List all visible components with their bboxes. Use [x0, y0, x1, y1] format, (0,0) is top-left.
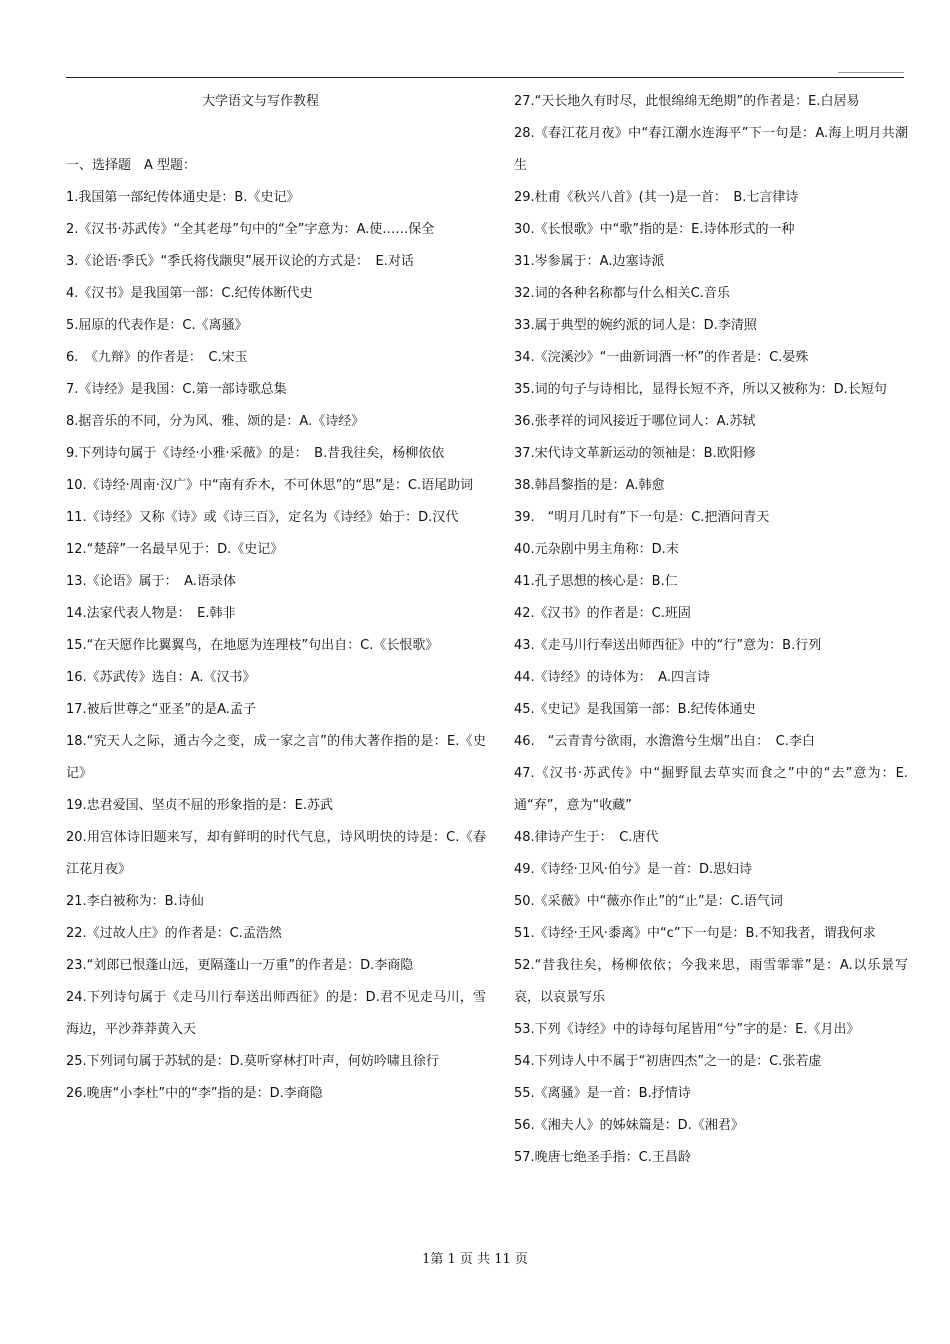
right-column: [514, 86, 908, 1174]
question-item: 13.《论语》属于： A.语录体: [66, 574, 236, 589]
question-item: 57.晚唐七绝圣手指：C.王昌龄: [514, 1150, 691, 1165]
question-item: 14.法家代表人物是： E.韩非: [66, 606, 236, 621]
question-item: 12.“楚辞”一名最早见于：D.《史记》: [66, 542, 284, 557]
question-item: 36.张孝祥的词风接近于哪位词人：A.苏轼: [514, 414, 756, 429]
question-item: 45.《史记》是我国第一部：B.纪传体通史: [514, 702, 756, 717]
header-rule-accent: [838, 72, 904, 73]
question-item: 34.《浣溪沙》“一曲新词酒一杯”的作者是：C.晏殊: [514, 350, 809, 365]
left-column: [66, 86, 486, 1110]
question-item: 4.《汉书》是我国第一部：C.纪传体断代史: [66, 286, 313, 301]
question-item: 42.《汉书》的作者是：C.班固: [514, 606, 691, 621]
question-item: 22.《过故人庄》的作者是：C.孟浩然: [66, 926, 282, 941]
question-item: 52.“昔我往矣，杨柳依依；今我来思，雨雪霏霏”是：A.以乐景写哀，以哀景写乐: [514, 958, 908, 1005]
question-item: 7.《诗经》是我国：C.第一部诗歌总集: [66, 382, 287, 397]
question-item: 51.《诗经·王风·黍离》中“c”下一句是：B.不知我者，谓我何求: [514, 926, 876, 941]
question-item: 28.《春江花月夜》中“春江潮水连海平”下一句是：A.海上明月共潮生: [514, 126, 908, 173]
question-item: 5.屈原的代表作是：C.《离骚》: [66, 318, 248, 333]
question-item: 32.词的各种名称都与什么相关C.音乐: [514, 286, 730, 301]
question-item: 50.《采薇》中“薇亦作止”的“止”是：C.语气词: [514, 894, 783, 909]
question-item: 23.“刘郎已恨蓬山远，更隔蓬山一万重”的作者是：D.李商隐: [66, 958, 414, 973]
question-item: 24.下列诗句属于《走马川行奉送出师西征》的是：D.君不见走马川，雪海边，平沙莽莽黄入天: [66, 990, 486, 1037]
question-item: 8.据音乐的不同，分为风、雅、颂的是：A.《诗经》: [66, 414, 365, 429]
question-item: 11.《诗经》又称《诗》或《诗三百》，定名为《诗经》始于：D.汉代: [66, 510, 459, 525]
question-item: 54.下列诗人中不属于“初唐四杰”之一的是：C.张若虚: [514, 1054, 822, 1069]
question-item: 38.韩昌黎指的是：A.韩愈: [514, 478, 665, 493]
question-item: 15.“在天愿作比翼翼鸟，在地愿为连理枝”句出自：C.《长恨歌》: [66, 638, 439, 653]
question-item: 29.杜甫《秋兴八首》(其一)是一首： B.七言律诗: [514, 190, 799, 205]
question-item: 27.“天长地久有时尽，此恨绵绵无绝期”的作者是：E.白居易: [514, 94, 860, 109]
question-item: 31.岑参属于：A.边塞诗派: [514, 254, 665, 269]
question-item: 56.《湘夫人》的姊妹篇是：D.《湘君》: [514, 1118, 744, 1133]
question-item: 39. “明月几时有”下一句是：C.把酒问青天: [514, 510, 770, 525]
question-item: 21.李白被称为：B.诗仙: [66, 894, 204, 909]
question-item: 2.《汉书·苏武传》“全其老母”句中的“全”字意为：A.使……保全: [66, 222, 435, 237]
question-item: 40.元杂剧中男主角称：D.末: [514, 542, 679, 557]
question-item: 53.下列《诗经》中的诗每句尾皆用“兮”字的是：E.《月出》: [514, 1022, 860, 1037]
question-item: 44.《诗经》的诗体为： A.四言诗: [514, 670, 710, 685]
question-item: 55.《离骚》是一首：B.抒情诗: [514, 1086, 691, 1101]
question-item: 37.宋代诗文革新运动的领袖是：B.欧阳修: [514, 446, 756, 461]
question-item: 41.孔子思想的核心是：B.仁: [514, 574, 678, 589]
question-item: 26.晚唐“小李杜”中的“李”指的是：D.李商隐: [66, 1086, 323, 1101]
question-item: 48.律诗产生于： C.唐代: [514, 830, 659, 845]
question-list-right: [514, 86, 908, 1174]
question-item: 30.《长恨歌》中“歌”指的是：E.诗体形式的一种: [514, 222, 795, 237]
document-title: 大学语文与写作教程: [202, 94, 320, 109]
question-item: 43.《走马川行奉送出师西征》中的“行”意为：B.行列: [514, 638, 822, 653]
section-heading: 一、选择题 A 型题：: [66, 158, 197, 173]
question-item: 10.《诗经·周南·汉广》中“南有乔木，不可休思”的“思”是：C.语尾助词: [66, 478, 474, 493]
question-item: 17.被后世尊之“亚圣”的是A.孟子: [66, 702, 256, 717]
question-item: 35.词的句子与诗相比，显得长短不齐，所以又被称为：D.长短句: [514, 382, 887, 397]
question-item: 3.《论语·季氏》“季氏将伐颛臾”展开议论的方式是： E.对话: [66, 254, 414, 269]
question-item: 16.《苏武传》选自：A.《汉书》: [66, 670, 256, 685]
header-rule: [66, 77, 904, 78]
question-item: 33.属于典型的婉约派的词人是：D.李清照: [514, 318, 757, 333]
page-footer: 1第 1 页 共 11 页: [422, 1252, 528, 1267]
question-item: 6. 《九辩》的作者是： C.宋玉: [66, 350, 248, 365]
question-item: 19.忠君爱国、坚贞不屈的形象指的是：E.苏武: [66, 798, 334, 813]
question-item: 9.下列诗句属于《诗经·小雅·采薇》的是： B.昔我往矣，杨柳依依: [66, 446, 445, 461]
question-item: 20.用宫体诗旧题来写，却有鲜明的时代气息，诗风明快的诗是：C.《春江花月夜》: [66, 830, 486, 877]
question-item: 46. “云青青兮欲雨，水澹澹兮生烟”出自： C.李白: [514, 734, 815, 749]
question-item: 1.我国第一部纪传体通史是：B.《史记》: [66, 190, 300, 205]
question-item: 47.《汉书·苏武传》中“掘野鼠去草实而食之”中的“去”意为：E.通“弃”，意为“收藏”: [514, 766, 908, 813]
question-list-left: [66, 182, 486, 1110]
question-item: 25.下列词句属于苏轼的是：D.莫听穿林打叶声，何妨吟啸且徐行: [66, 1054, 439, 1069]
question-item: 18.“究天人之际，通古今之变，成一家之言”的伟大著作指的是：E.《史记》: [66, 734, 486, 781]
question-item: 49.《诗经·卫风·伯兮》是一首：D.思妇诗: [514, 862, 753, 877]
